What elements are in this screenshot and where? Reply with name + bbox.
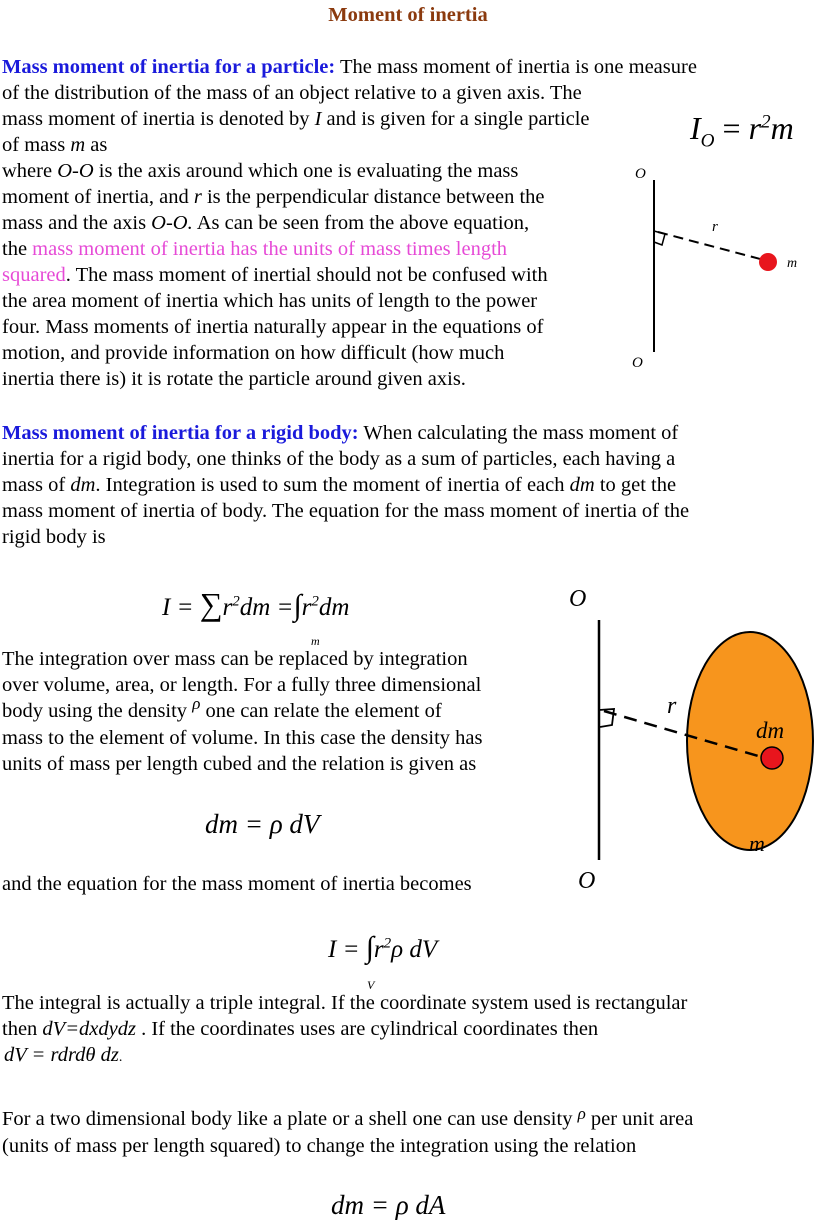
section2-heading: Mass moment of inertia for a rigid body: bbox=[2, 422, 359, 444]
page-title: Moment of inertia bbox=[328, 4, 488, 26]
m-label: m bbox=[787, 256, 798, 271]
body-m-label: m bbox=[749, 831, 765, 856]
section1-paragraph-1: Mass moment of inertia for a particle: The mass moment of inertia is one measure of the distribution of the mass of an object relative to a given axis. The mass moment of inertia is denoted by I and is given for a single particle of mass m as where O-O is the axis around which one is evaluating the mass moment of inertia, and r is the perpendicular distance between the mass and the axis O-O. As can be seen from the above equation, the mass moment of inertia has the units of mass times length squared. The mass moment of inertial should not be confused with the area moment of inertia which has units of length to the power four. Mass moments of inertia naturally appear in the equations of motion, and provide information on how difficult (how much inertia there is) it is rotate the particle around given axis. bbox=[2, 56, 697, 390]
dm-density-volume-equation: dm = ρ dV bbox=[205, 809, 320, 839]
volume-inertia-equation: $I = \int r^2\rho$ dV bbox=[328, 931, 438, 964]
section2-paragraph-4: The integral is actually a triple integral. If the coordinate system used is rectangular then dV=dxdydz . If the coordinates uses are cylindrical coordinates then dV = rdrdθ dz. bbox=[2, 992, 688, 1066]
particle-inertia-equation: $I_O = r^2m$ bbox=[690, 110, 794, 152]
axis-top-label: O bbox=[635, 166, 646, 182]
axis-bottom-label: O bbox=[632, 355, 643, 371]
section2-paragraph-2: The integration over mass can be replaced by integration over volume, area, or length. For a fully three dimensional body using the density $^\rho$ one can relate the element of mass to the element of volume. In this case the density has units of mass per length cubed and the relation is given as bbox=[2, 648, 483, 775]
section2-paragraph-5: For a two dimensional body like a plate or a shell one can use density $^\rho$ per unit area (units of mass per length squared) to change the integration using the relation bbox=[2, 1104, 694, 1157]
section2-paragraph-1: Mass moment of inertia for a rigid body: When calculating the mass moment of inertia for a rigid body, one thinks of the body as a sum of particles, each having a mass of dm. Integration is used to sum the moment of inertia of each dm to get the mass moment of inertia of body. The equation for the mass moment of inertia of the rigid body is bbox=[2, 422, 690, 548]
particle-dot bbox=[759, 253, 777, 271]
body-r-label: r bbox=[667, 693, 677, 719]
body-axis-bottom-label: O bbox=[578, 868, 596, 894]
volume-limit-label: V bbox=[367, 978, 375, 992]
r-label: r bbox=[712, 219, 718, 235]
body-axis-top-label: O bbox=[569, 586, 587, 612]
dm-density-area-equation: dm = ρ dA bbox=[331, 1190, 446, 1220]
section2-paragraph-3: and the equation for the mass moment of inertia becomes bbox=[2, 873, 472, 895]
rigid-body-figure bbox=[560, 582, 816, 894]
dm-label: dm bbox=[756, 718, 785, 743]
particle-axis-figure bbox=[620, 160, 816, 375]
section1-heading: Mass moment of inertia for a particle: bbox=[2, 56, 336, 78]
rigid-body-inertia-equation: $I = \sum r^2dm =\int r^2dm$ bbox=[162, 586, 350, 622]
dm-dot bbox=[761, 747, 783, 769]
distance-line bbox=[658, 232, 764, 260]
mass-limit-label: m bbox=[311, 634, 320, 648]
